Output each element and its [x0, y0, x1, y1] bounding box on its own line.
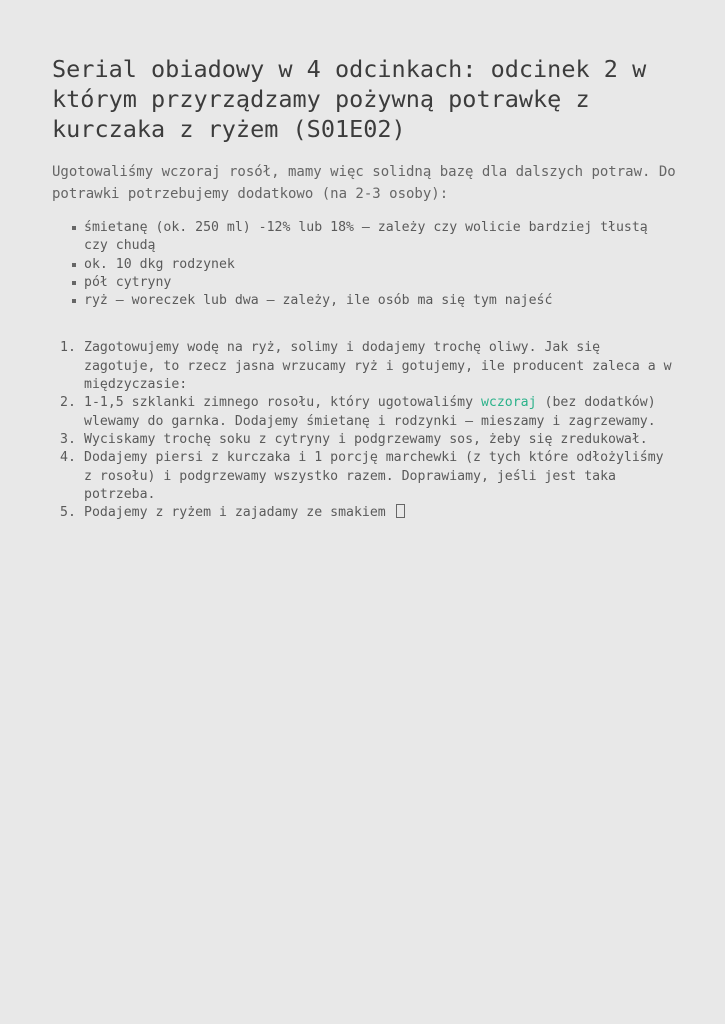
ingredient-text: pół cytryny [84, 274, 172, 290]
list-item [84, 274, 677, 292]
ingredients-list [52, 219, 677, 310]
ingredient-text: śmietanę (ok. 250 ml) -12% lub 18% – zależy czy wolicie bardziej tłustą czy chudą [84, 220, 648, 254]
wczoraj-link[interactable]: wczoraj [480, 395, 537, 411]
smile-emoji-icon [396, 504, 405, 518]
list-item [60, 449, 677, 504]
bullet-icon [72, 299, 76, 303]
intro-paragraph: Ugotowaliśmy wczoraj rosół, mamy więc solidną bazę dla dalszych potraw. Do potrawki potrzebujemy dodatkowo (na 2-3 osoby): [52, 164, 676, 202]
step-number: 5. [60, 505, 76, 521]
bullet-icon [72, 263, 76, 267]
step-text-before: 1-1,5 szklanki zimnego rosołu, który ugotowaliśmy [84, 395, 481, 411]
step-text-after: (bez dodatków) wlewamy do garnka. Dodajemy śmietanę i rodzynki – mieszamy i zagrzewamy. [84, 395, 656, 429]
ingredient-text: ok. 10 dkg rodzynek [84, 256, 235, 272]
list-item [84, 292, 677, 310]
step-text: Podajemy z ryżem i zajadamy ze smakiem [84, 505, 386, 521]
step-number: 1. [60, 340, 76, 356]
list-item [84, 219, 677, 256]
step-text: Wyciskamy trochę soku z cytryny i podgrzewamy sos, żeby się zredukował. [84, 431, 648, 447]
bullet-icon [72, 281, 76, 285]
step-number: 2. [60, 395, 76, 411]
steps-list [52, 339, 677, 522]
article [52, 54, 677, 522]
list-item [60, 431, 677, 449]
step-number: 3. [60, 431, 76, 447]
step-text: Dodajemy piersi z kurczaka i 1 porcję marchewki (z tych które odłożyliśmy z rosołu) i podgrzewamy wszystko razem. Doprawiamy, jeśli jest taka potrzeba. [84, 450, 664, 502]
ingredient-text: ryż – woreczek lub dwa – zależy, ile osób ma się tym najeść [84, 293, 553, 309]
bullet-icon [72, 226, 76, 230]
list-item [60, 504, 677, 522]
list-item [84, 256, 677, 274]
list-item [60, 339, 677, 394]
step-text: Zagotowujemy wodę na ryż, solimy i dodajemy trochę oliwy. Jak się zagotuje, to rzecz jasna wrzucamy ryż i gotujemy, ile producent zaleca a w międzyczasie: [84, 340, 672, 393]
article-title: Serial obiadowy w 4 odcinkach: odcinek 2 w którym przyrządzamy pożywną potrawkę z kurczaka z ryżem (S01E02) [52, 55, 647, 143]
list-item [60, 394, 677, 431]
step-number: 4. [60, 450, 76, 466]
